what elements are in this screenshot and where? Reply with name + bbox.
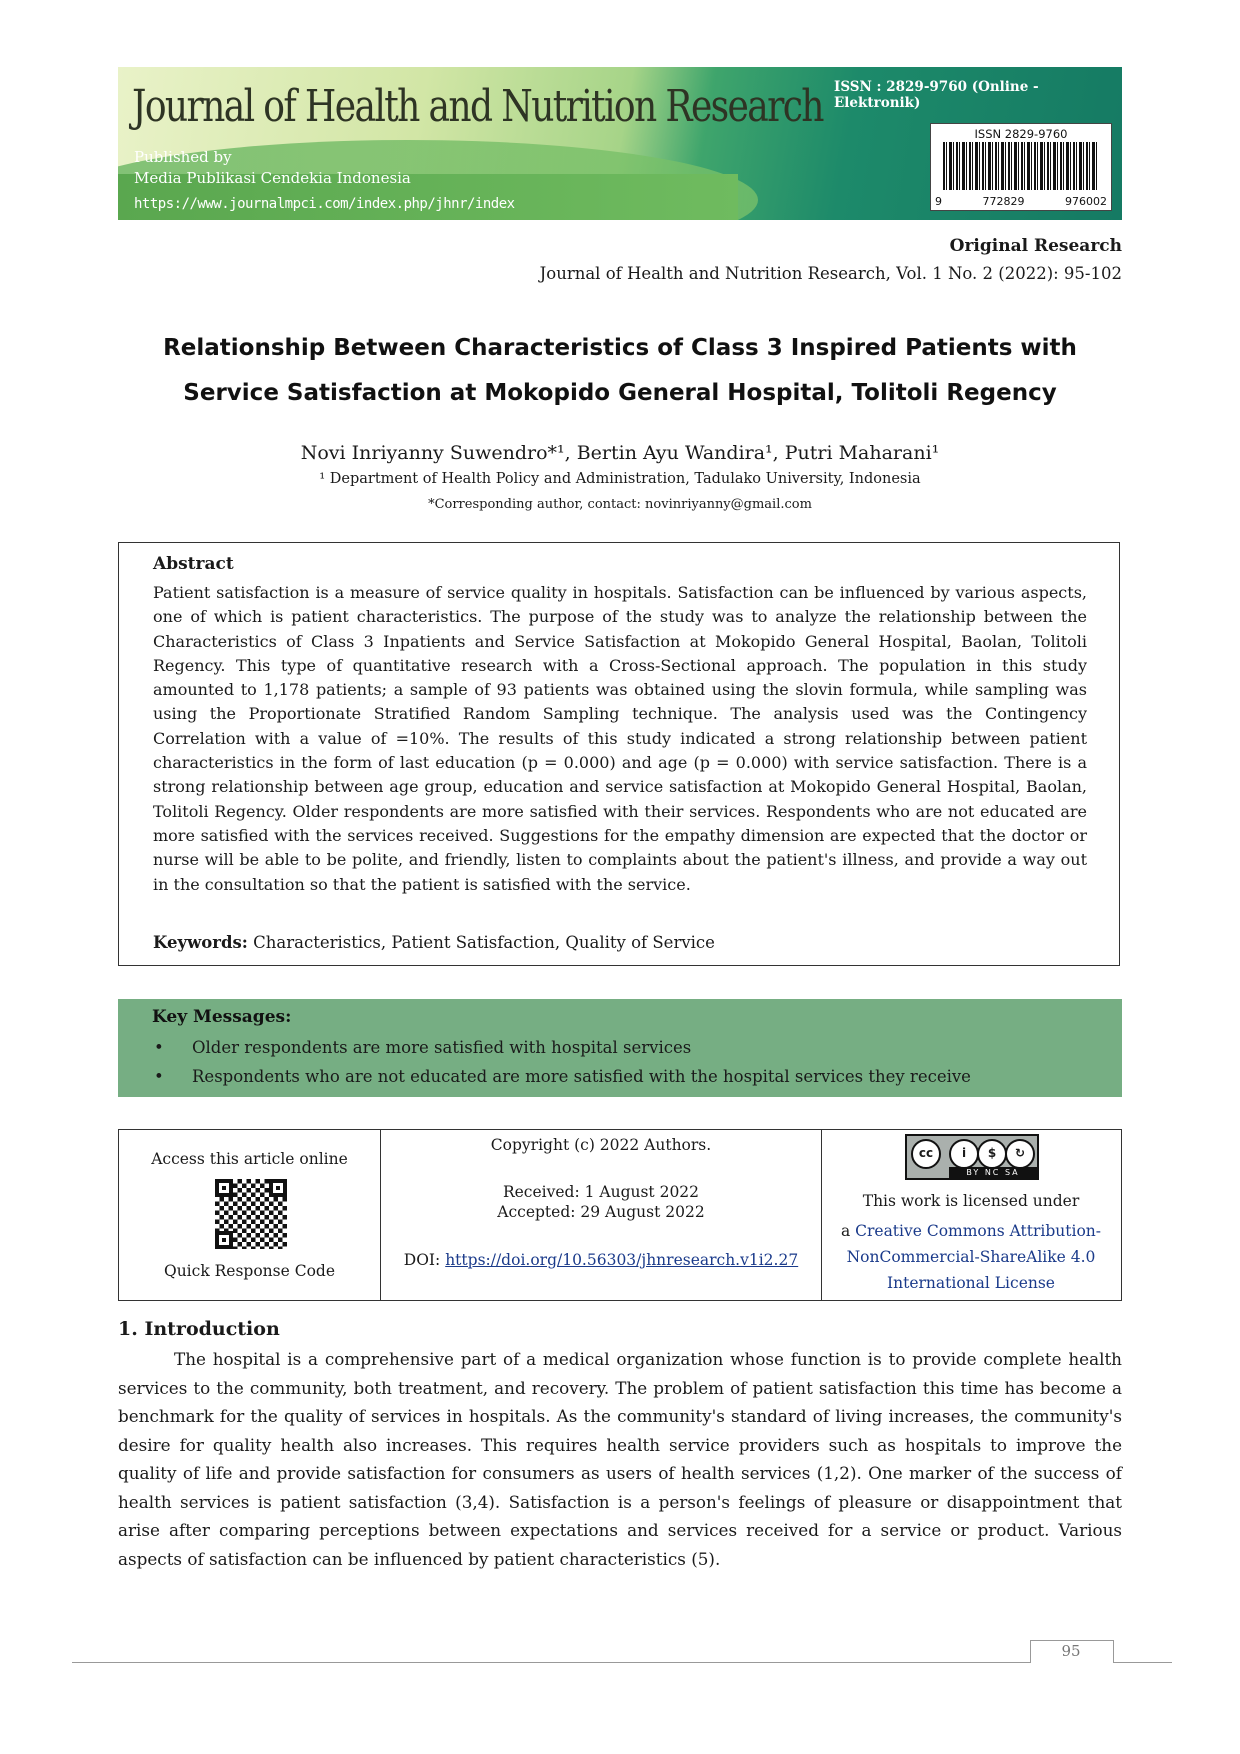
license-cell (822, 1130, 1120, 1300)
cc-icon: cc (911, 1139, 941, 1169)
published-by: Published by (134, 148, 232, 166)
access-online-label: Access this article online (151, 1150, 348, 1168)
license-link-text: Creative Commons Attribution- (855, 1222, 1102, 1240)
abstract-heading: Abstract (153, 554, 234, 574)
corresponding-author: *Corresponding author, contact: novinriyanny@gmail.com (428, 497, 812, 512)
abstract-box (118, 542, 1120, 966)
article-info-table (118, 1129, 1122, 1301)
copyright: Copyright (c) 2022 Authors. (490, 1136, 712, 1154)
qr-finder (215, 1179, 233, 1197)
cc-badge-label: BY NC SA (949, 1167, 1037, 1178)
qr-finder (269, 1179, 287, 1197)
page-number: 95 (1061, 1642, 1081, 1660)
journal-banner (118, 67, 1122, 220)
footer-rule (72, 1662, 1172, 1663)
journal-url[interactable]: https://www.journalmpci.com/index.php/jhnr/index (134, 196, 515, 212)
accepted-date: Accepted: 29 August 2022 (497, 1203, 705, 1221)
doi-link[interactable]: https://doi.org/10.56303/jhnresearch.v1i2.27 (445, 1251, 799, 1269)
license-intro: This work is licensed under (862, 1192, 1080, 1210)
qr-code-label: Quick Response Code (163, 1262, 336, 1280)
barcode-issn: ISSN 2829-9760 (974, 127, 1068, 141)
paper-title-line: Service Satisfaction at Mokopido General Hospital, Tolitoli Regency (183, 380, 1057, 406)
publisher-name: Media Publikasi Cendekia Indonesia (134, 169, 411, 187)
qr-code-icon[interactable] (214, 1178, 288, 1250)
barcode-digit-group: 976002 (1065, 195, 1107, 208)
key-messages-list (152, 1033, 971, 1091)
keywords-list: Characteristics, Patient Satisfaction, Quality of Service (247, 933, 715, 952)
nc-icon: $ (977, 1139, 1007, 1169)
key-message-item: • Older respondents are more satisfied with hospital services (152, 1033, 971, 1062)
barcode-digit-group: 772829 (982, 195, 1025, 208)
publisher-block (134, 147, 411, 189)
by-icon: i (949, 1139, 979, 1169)
license-line: International License (887, 1274, 1055, 1292)
barcode-digit-group: 9 (935, 195, 942, 208)
abstract-text: Patient satisfaction is a measure of service quality in hospitals. Satisfaction can be influenced by various aspects, one of which is patient characteristics. The purpose of the study was to analyze the relationship between the Characteristics of Class 3 Inpatients and Service Satisfaction at Mokopido General Hospital, Baolan, Tolitoli Regency. This type of quantitative research with a Cross-Sectional approach. The population in this study amounted to 1,178 patients; a sample of 93 patients was obtained using the slovin formula, while sampling was using the Proportionate Stratified Random Sampling technique. The analysis used was the Contingency Correlation with a value of =10%. The results of this study indicated a strong relationship between patient characteristics in the form of last education (p = 0.000) and age (p = 0.000) with service satisfaction. There is a strong relationship between age group, education and service satisfaction at Mokopido General Hospital, Baolan, Tolitoli Regency. Older respondents are more satisfied with their services. Respondents who are not educated are more satisfied with the services received. Suggestions for the empathy dimension are expected that the doctor or nurse will be able to be polite, and friendly, listen to complaints about the patient's illness, and provide a way out in the consultation so that the patient is satisfied with the service. (153, 583, 1087, 894)
keywords-label: Keywords: (153, 933, 248, 952)
section-heading: 1. Introduction (118, 1318, 280, 1340)
introduction-body (118, 1345, 1122, 1573)
paper-title-line: Relationship Between Characteristics of Class 3 Inspired Patients with (163, 335, 1077, 361)
doi-label: DOI: (403, 1251, 446, 1269)
license-line: NonCommercial-ShareAlike 4.0 (846, 1248, 1096, 1266)
barcode-bars (943, 142, 1099, 190)
received-date: Received: 1 August 2022 (502, 1183, 700, 1201)
key-messages-box (118, 999, 1122, 1097)
license-link[interactable] (822, 1218, 1120, 1296)
access-cell (119, 1130, 381, 1300)
journal-title: Journal of Health and Nutrition Research (132, 81, 823, 132)
license-prefix: a (840, 1222, 856, 1240)
issn-barcode (930, 123, 1112, 211)
qr-finder (215, 1231, 233, 1249)
introduction-paragraph: The hospital is a comprehensive part of a medical organization whose function is to provide complete health services to the community, both treatment, and recovery. The problem of patient satisfaction this time has become a benchmark for the quality of services in hospitals. As the community's standard of living increases, the community's desire for quality health also increases. This requires health service providers such as hospitals to improve the quality of life and provide satisfaction for consumers as users of health services (1,2). One marker of the success of health services is patient satisfaction (3,4). Satisfaction is a person's feelings of pleasure or disappointment that arise after comparing perceptions between expectations and services received for a service or product. Various aspects of satisfaction can be influenced by patient characteristics (5). (118, 1349, 1122, 1569)
journal-citation: Journal of Health and Nutrition Research, Vol. 1 No. 2 (2022): 95-102 (539, 264, 1122, 283)
affiliation: ¹ Department of Health Policy and Administration, Tadulako University, Indonesia (319, 471, 921, 487)
key-messages-heading: Key Messages: (152, 1007, 292, 1027)
issn-online: ISSN : 2829-9760 (Online - Elektronik) (834, 79, 1039, 111)
doi (381, 1251, 821, 1269)
keywords (153, 933, 715, 952)
author-list: Novi Inriyanny Suwendro*¹, Bertin Ayu Wandira¹, Putri Maharani¹ (300, 442, 940, 464)
article-type: Original Research (949, 236, 1122, 256)
license-line (822, 1218, 1120, 1244)
paper-title (118, 326, 1122, 416)
key-message-item: • Respondents who are not educated are more satisfied with the hospital services they receive (152, 1062, 971, 1091)
cc-license-badge-icon[interactable] (905, 1134, 1039, 1180)
barcode-digits (935, 195, 1107, 208)
sa-icon: ↻ (1005, 1139, 1035, 1169)
dates-cell (381, 1130, 822, 1300)
